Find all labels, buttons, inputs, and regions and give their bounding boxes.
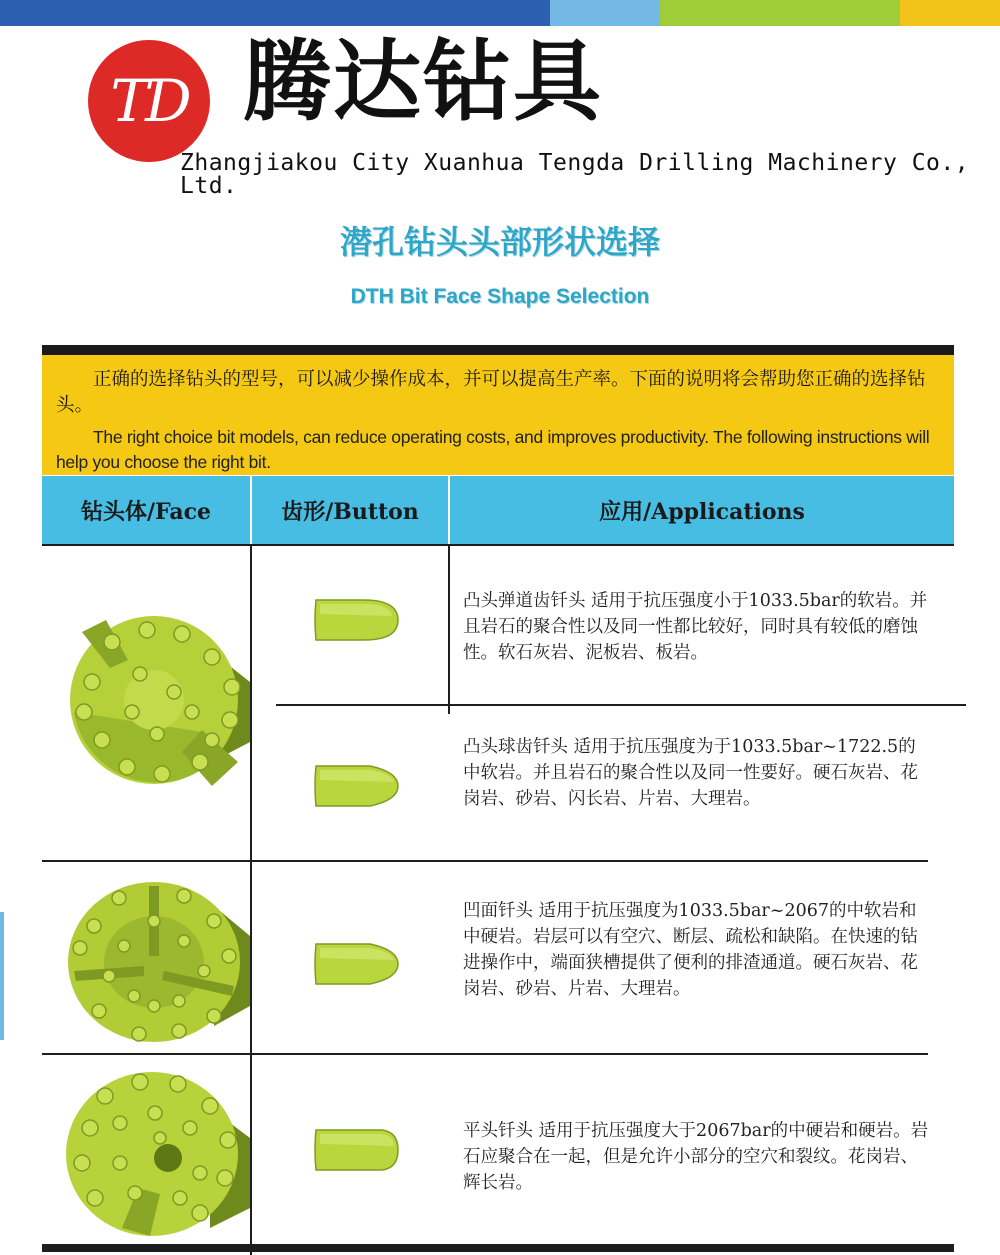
bar-sky [550,0,660,26]
column-divider [250,544,252,1255]
application-text: 凸头弹道齿钎头 适用于抗压强度小于1033.5bar的软岩。并且岩石的聚合性以及同一性都比较好，同时具有较低的磨蚀性。软石灰岩、泥板岩、板岩。 [463,591,928,663]
row-divider [42,860,928,862]
button-flat-top-image [312,1126,400,1174]
application-text: 凸头球齿钎头 适用于抗压强度为于1033.5bar~1722.5的中软岩。并且岩石的聚合性以及同一性要好。硬石灰岩、花岗岩、砂岩、闪长岩、片岩、大理岩。 [463,737,918,809]
button-spherical-image [312,762,400,810]
bar-blue [0,0,550,26]
logo-letters: TD [110,67,188,135]
top-color-bars [0,0,1000,26]
row-divider [42,544,954,546]
application-text: 凹面钎头 适用于抗压强度为1033.5bar~2067的中软岩和中硬岩。岩层可以有空穴、断层、疏松和缺陷。在快速的钻进操作中，端面狭槽提供了便利的排渣通道。硬石灰岩、花岗岩、砂岩、片岩、大理岩。 [463,901,918,999]
button-ballistic-image [312,596,400,644]
header-button: 齿形/Button [250,476,448,544]
row-divider [42,1053,928,1055]
button-spherical-image [312,940,400,988]
bar-green [660,0,900,26]
application-text: 平头钎头 适用于抗压强度大于2067bar的中硬岩和硬岩。岩石应聚合在一起，但是允许小部分的空穴和裂纹。花岗岩、辉长岩。 [463,1121,929,1193]
header-applications: 应用/Applications [448,476,954,544]
row-divider [276,704,966,706]
bit-face-convex-image [62,612,250,788]
brand-name: 腾达钻具 [243,30,604,133]
intro-text-en: The right choice bit models, can reduce operating costs, and improves productivity. The following instructions will help you choose the right bit. [56,427,930,472]
bar-yellow [900,0,1000,26]
left-edge-strip [0,912,4,1040]
intro-text-cn: 正确的选择钻头的型号，可以减少操作成本，并可以提高生产率。下面的说明将会帮助您正确的选择钻头。 [56,369,926,416]
intro-box [42,345,954,475]
page-title-cn: 潜孔钻头头部形状选择 [339,223,660,261]
company-logo [88,40,210,162]
page-title-en: DTH Bit Face Shape Selection [350,285,650,308]
company-name: Zhangjiakou City Xuanhua Tengda Drilling Machinery Co., Ltd. [180,150,970,199]
column-divider [448,544,450,714]
table-header [42,476,954,544]
bit-face-concave-image [64,876,250,1044]
header-face: 钻头体/Face [42,476,250,544]
row-divider [42,1244,954,1252]
bit-face-flat-image [60,1068,250,1240]
